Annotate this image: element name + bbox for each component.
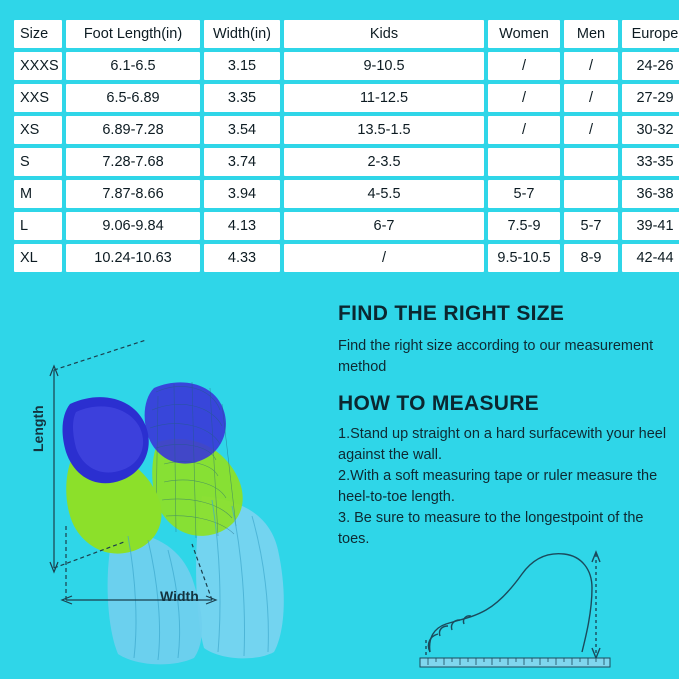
cell-foot-length: 7.28-7.68 [66,148,200,176]
cell-foot-length: 6.1-6.5 [66,52,200,80]
column-header-europe: Europe [622,20,679,48]
column-header-size: Size [14,20,62,48]
cell-kids: 11-12.5 [284,84,484,112]
how-to-measure-title: HOW TO MEASURE [338,392,539,415]
cell-width: 3.94 [204,180,280,208]
cell-foot-length: 10.24-10.63 [66,244,200,272]
column-header-kids: Kids [284,20,484,48]
cell-kids: 2-3.5 [284,148,484,176]
cell-width: 3.15 [204,52,280,80]
foot-measurement-icon [400,540,650,670]
cell-kids: / [284,244,484,272]
cell-europe: 42-44 [622,244,679,272]
cell-kids: 13.5-1.5 [284,116,484,144]
find-right-size-title: FIND THE RIGHT SIZE [338,302,565,325]
cell-size: XL [14,244,62,272]
measure-step-2: 2.With a soft measuring tape or ruler measure the heel-to-toe length. [338,468,658,505]
cell-kids: 9-10.5 [284,52,484,80]
column-header-women: Women [488,20,560,48]
table-row [14,52,679,80]
measure-step-1: 1.Stand up straight on a hard surfacewith your heel against the wall. [338,426,667,463]
measure-step-3: 3. Be sure to measure to the longestpoint of the toes. [338,510,644,547]
table-row [14,116,679,144]
cell-europe: 36-38 [622,180,679,208]
cell-foot-length: 7.87-8.66 [66,180,200,208]
cell-size: XXS [14,84,62,112]
column-header-men: Men [564,20,618,48]
cell-width: 4.13 [204,212,280,240]
cell-width: 3.54 [204,116,280,144]
cell-europe: 39-41 [622,212,679,240]
table-row [14,148,679,176]
cell-men [564,148,618,176]
cell-women [488,148,560,176]
column-header-width: Width(in) [204,20,280,48]
cell-men: / [564,52,618,80]
table-header-row [14,20,679,48]
cell-kids: 6-7 [284,212,484,240]
cell-men: 8-9 [564,244,618,272]
cell-europe: 30-32 [622,116,679,144]
find-right-size-text: Find the right size according to our measurement method [338,338,654,375]
width-label: Width [160,588,199,604]
cell-size: M [14,180,62,208]
cell-size: XS [14,116,62,144]
cell-women: / [488,52,560,80]
cell-foot-length: 9.06-9.84 [66,212,200,240]
cell-women: / [488,116,560,144]
info-panel [338,302,668,550]
ruler-icon [420,658,610,667]
cell-size: L [14,212,62,240]
table-row [14,244,679,272]
cell-foot-length: 6.89-7.28 [66,116,200,144]
column-header-foot-length: Foot Length(in) [66,20,200,48]
cell-men: / [564,84,618,112]
cell-men: / [564,116,618,144]
cell-men [564,180,618,208]
cell-size: S [14,148,62,176]
table-row [14,212,679,240]
cell-kids: 4-5.5 [284,180,484,208]
cell-men: 5-7 [564,212,618,240]
length-label: Length [30,405,46,452]
cell-women: 5-7 [488,180,560,208]
table-row [14,180,679,208]
cell-women: / [488,84,560,112]
cell-size: XXXS [14,52,62,80]
cell-women: 7.5-9 [488,212,560,240]
size-table [10,16,679,276]
cell-foot-length: 6.5-6.89 [66,84,200,112]
cell-width: 4.33 [204,244,280,272]
cell-width: 3.35 [204,84,280,112]
cell-women: 9.5-10.5 [488,244,560,272]
swim-fins-illustration [6,300,336,670]
table-row [14,84,679,112]
cell-europe: 24-26 [622,52,679,80]
cell-europe: 33-35 [622,148,679,176]
cell-width: 3.74 [204,148,280,176]
size-table-container [10,16,679,276]
cell-europe: 27-29 [622,84,679,112]
